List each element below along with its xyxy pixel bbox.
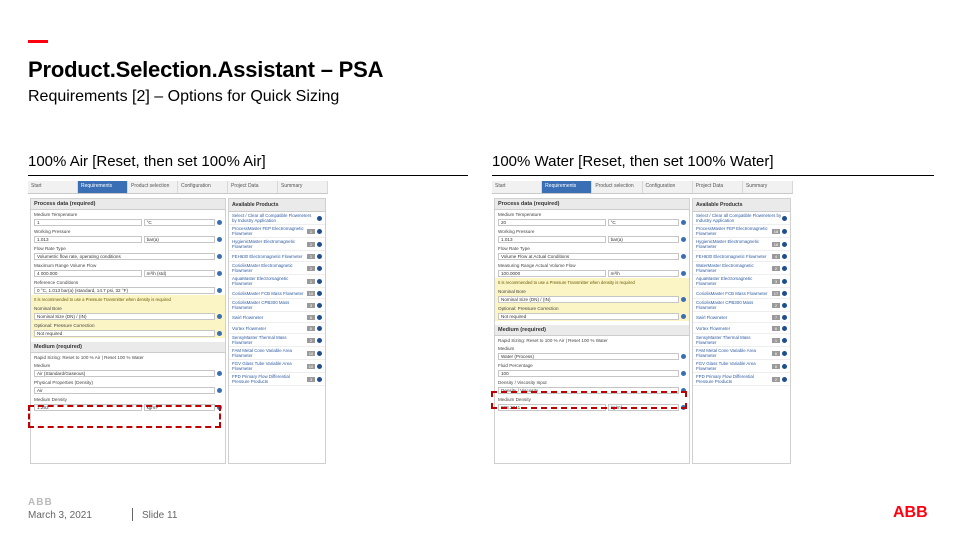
product-item[interactable] [693, 299, 790, 312]
info-icon[interactable] [217, 371, 222, 376]
field-label: Reference Conditions [34, 280, 79, 285]
info-icon[interactable] [217, 314, 222, 319]
tab-summary[interactable]: Summary [278, 181, 328, 193]
field-label: Working Pressure [34, 229, 71, 234]
product-item[interactable] [693, 225, 790, 238]
field-label: Physical Properties (Density) [34, 380, 93, 385]
form-field [495, 210, 689, 227]
info-icon[interactable] [681, 237, 686, 242]
abb-logo-text: ABB [893, 504, 928, 519]
field-row [495, 352, 689, 361]
info-icon[interactable] [681, 371, 686, 376]
pressure-note-block [31, 295, 225, 338]
abb-logo-icon [893, 503, 935, 519]
info-icon[interactable] [782, 364, 787, 369]
tab-product-selection[interactable]: Product selection [128, 181, 178, 193]
info-icon[interactable] [217, 220, 222, 225]
info-icon[interactable] [317, 229, 322, 234]
field-label: Nominal Bore [498, 289, 526, 294]
pressure-note: It is recommended to use a Pressure Transmitter when density is required [498, 280, 635, 285]
product-name[interactable]: Swirl Flowmeter [696, 314, 728, 320]
field-row [495, 312, 689, 321]
product-count-badge: 6 [772, 364, 780, 369]
product-name[interactable]: CoriolisMaster FCB Mass Flowmeter [696, 290, 768, 296]
product-item[interactable] [229, 312, 325, 323]
unit-select[interactable]: kg/m³ [608, 404, 679, 411]
product-name[interactable]: AquaMaster Electromagnetic Flowmeter [696, 276, 753, 286]
info-icon[interactable] [681, 354, 686, 359]
field-row [495, 369, 689, 378]
product-name[interactable]: FGV Glass Tube Variable Area Flowmeter [232, 361, 292, 371]
product-name[interactable]: Vortex Flowmeter [232, 325, 267, 331]
column-rule-air [28, 175, 468, 176]
available-products-title: Available Products [693, 199, 790, 212]
product-count-badge: 2 [307, 338, 315, 343]
info-icon[interactable] [217, 288, 222, 293]
product-count-badge: 1 [307, 266, 315, 271]
product-name[interactable]: CoriolisMaster Electromagnetic Flowmeter [232, 263, 293, 273]
field-row [495, 269, 689, 278]
info-icon[interactable] [317, 315, 322, 320]
field-label: Medium Density [498, 397, 531, 402]
tab-project-data[interactable]: Project Data [693, 181, 743, 193]
info-icon[interactable] [317, 326, 322, 331]
field-label: Fluid Percentage [498, 363, 533, 368]
pressure-correction-select[interactable]: Not required [498, 313, 679, 320]
available-products-pane [228, 198, 326, 464]
field-input[interactable]: 1 [34, 219, 142, 226]
product-name[interactable]: HygienicMaster Electromagnetic Flowmeter [696, 239, 759, 249]
column-rule-water [492, 175, 934, 176]
info-icon[interactable] [217, 388, 222, 393]
product-item[interactable] [229, 334, 325, 347]
product-count-badge: 10 [308, 363, 314, 369]
product-count-badge: 2 [772, 266, 780, 271]
medium-select[interactable]: Air (Standard/Gaseous) [34, 370, 215, 377]
product-item[interactable] [229, 299, 325, 312]
info-icon[interactable] [317, 303, 322, 308]
field-input[interactable]: Volumetric flow rate, operating conditions [34, 253, 215, 260]
product-item[interactable] [693, 288, 790, 299]
product-count-badge: 1 [307, 229, 315, 234]
product-name[interactable]: ProcessMaster FEP Electromagnetic Flowmeter [696, 226, 768, 236]
product-name[interactable]: FPD Primary Flow Differential Pressure Products [696, 374, 754, 384]
available-products-title: Available Products [229, 199, 325, 212]
product-item[interactable] [229, 373, 325, 386]
field-row [31, 369, 225, 378]
product-count-badge: 6 [772, 351, 780, 356]
info-icon[interactable] [681, 271, 686, 276]
product-name[interactable]: FAM Metal Cone Variable Area Flowmeter [232, 348, 292, 358]
product-item[interactable] [693, 334, 790, 347]
unit-select[interactable]: °C [144, 219, 215, 226]
info-icon[interactable] [317, 291, 322, 296]
form-field [495, 244, 689, 261]
form-field [31, 210, 225, 227]
tab-requirements[interactable]: Requirements [78, 181, 128, 193]
product-name[interactable]: CoriolisMaster FCB Mass Flowmeter [232, 290, 304, 296]
tab-product-selection[interactable]: Product selection [592, 181, 642, 193]
product-name[interactable]: Select / Clear all Compatible Flowmeters by Industry Application [232, 213, 312, 223]
product-item[interactable] [693, 360, 790, 373]
product-count-badge: 3 [307, 303, 315, 308]
field-input[interactable]: 4 000.000 [34, 270, 142, 277]
product-item[interactable] [229, 262, 325, 275]
field-label: Nominal Bore [34, 306, 62, 311]
product-count-badge: 6 [772, 326, 780, 331]
nominal-bore-select[interactable]: Nominal Size (DN) / (IN) [498, 296, 679, 303]
info-icon[interactable] [782, 291, 787, 296]
product-name[interactable]: HygienicMaster Electromagnetic Flowmeter [232, 239, 295, 249]
product-item[interactable] [229, 212, 325, 225]
form-field [495, 227, 689, 244]
unit-select[interactable]: kg/m³ [144, 404, 215, 411]
product-count-badge: 1 [772, 338, 780, 343]
field-row [31, 286, 225, 295]
product-count-badge: 10 [308, 350, 314, 356]
product-item[interactable] [693, 251, 790, 262]
field-label: Medium Density [34, 397, 67, 402]
product-name[interactable]: SensyMaster Thermal Mass Flowmeter [696, 335, 751, 345]
field-label: Measuring Range Actual Volume Flow [498, 263, 576, 268]
requirements-pane [494, 198, 690, 464]
field-row [495, 295, 689, 304]
product-name[interactable]: Swirl Flowmeter [232, 314, 264, 320]
field-label: Medium Temperature [498, 212, 542, 217]
product-item[interactable] [229, 347, 325, 360]
slide-subtitle: Requirements [2] – Options for Quick Sizing [28, 88, 340, 105]
field-input[interactable]: Density / Viscosity [498, 387, 679, 394]
medium-select[interactable]: Water (Process) [498, 353, 679, 360]
product-name[interactable]: SensyMaster Thermal Mass Flowmeter [232, 335, 287, 345]
column-heading-air: 100% Air [Reset, then set 100% Air] [28, 153, 266, 170]
field-row [495, 218, 689, 227]
product-name[interactable]: Vortex Flowmeter [696, 325, 731, 331]
screenshot-water [492, 181, 793, 466]
form-field [31, 244, 225, 261]
field-row [495, 252, 689, 261]
tab-configuration[interactable]: Configuration [178, 181, 228, 193]
unit-select[interactable]: bar(a) [608, 236, 679, 243]
info-icon[interactable] [782, 279, 787, 284]
footer-date: March 3, 2021 [28, 510, 92, 521]
field-input[interactable]: 1.013 [498, 236, 606, 243]
product-count-badge: 17 [773, 290, 779, 296]
info-icon[interactable] [681, 314, 686, 319]
field-input[interactable]: 20 [498, 219, 606, 226]
accent-bar [28, 40, 48, 43]
product-name[interactable]: FPD Primary Flow Differential Pressure Products [232, 374, 290, 384]
product-count-badge: 1 [307, 242, 315, 247]
product-count-badge: 10 [308, 290, 314, 296]
unit-select[interactable]: °C [608, 219, 679, 226]
tab-summary[interactable]: Summary [743, 181, 793, 193]
product-item[interactable] [693, 312, 790, 323]
product-count-badge: 18 [773, 228, 779, 234]
info-icon[interactable] [681, 254, 686, 259]
pressure-correction-select[interactable]: Not required [34, 330, 215, 337]
product-count-badge: 18 [773, 241, 779, 247]
product-name[interactable]: WaterMaster Electromagnetic Flowmeter [696, 263, 754, 273]
product-item[interactable] [229, 238, 325, 251]
field-label: Density / Viscosity Input [498, 380, 547, 385]
info-icon[interactable] [217, 254, 222, 259]
product-count-badge: 3 [772, 279, 780, 284]
pressure-note-block [495, 278, 689, 321]
info-icon[interactable] [317, 351, 322, 356]
product-item[interactable] [693, 238, 790, 251]
product-count-badge: 2 [772, 303, 780, 308]
product-item[interactable] [693, 212, 790, 225]
rapid-sizing-links[interactable]: Rapid Sizing: Reset to 100 % Air | Reset 100 % Water [498, 338, 608, 343]
process-data-header: Process data (required) [31, 199, 225, 210]
medium-highlight-air [28, 405, 221, 428]
product-name[interactable]: FEH630 Electromagnetic Flowmeter [696, 253, 767, 259]
field-row [31, 329, 225, 338]
field-label: Flow Rate Type [498, 246, 530, 251]
field-label: Medium [498, 346, 515, 351]
info-icon[interactable] [317, 377, 322, 382]
field-row [495, 235, 689, 244]
unit-select[interactable]: bar(a) [144, 236, 215, 243]
product-item[interactable] [693, 347, 790, 360]
tab-configuration[interactable]: Configuration [643, 181, 693, 193]
field-label: Maximum Range Volume Flow [34, 263, 97, 268]
slide-title: Product.Selection.Assistant – PSA [28, 57, 384, 82]
field-row [31, 252, 225, 261]
medium-highlight-water [491, 391, 687, 409]
field-input[interactable]: 1.293 [34, 404, 142, 411]
field-label: Optional: Pressure Correction [498, 306, 559, 311]
product-count-badge: 2 [772, 377, 780, 382]
product-name[interactable]: ProcessMaster FEP Electromagnetic Flowmeter [232, 226, 304, 236]
field-input[interactable]: 1.013 [34, 236, 142, 243]
field-label: Medium Temperature [34, 212, 78, 217]
info-icon[interactable] [317, 338, 322, 343]
info-icon[interactable] [317, 266, 322, 271]
tab-project-data[interactable]: Project Data [228, 181, 278, 193]
pressure-note: It is recommended to use a Pressure Transmitter when density is required [34, 297, 171, 302]
tab-start[interactable]: Start [28, 181, 78, 193]
field-row [31, 218, 225, 227]
product-item[interactable] [693, 373, 790, 386]
form-field [31, 261, 225, 278]
field-input[interactable]: 998.2041 [498, 404, 606, 411]
product-item[interactable] [229, 288, 325, 299]
info-icon[interactable] [782, 266, 787, 271]
info-icon[interactable] [782, 216, 787, 221]
info-icon[interactable] [782, 303, 787, 308]
field-row [31, 312, 225, 321]
product-name[interactable]: Select / Clear all Compatible Flowmeters by Industry Application [696, 213, 782, 223]
field-input[interactable]: Volume Flow at Actual Conditions [498, 253, 679, 260]
product-item[interactable] [693, 323, 790, 334]
field-row [31, 269, 225, 278]
product-item[interactable] [229, 251, 325, 262]
info-icon[interactable] [782, 254, 787, 259]
footer-separator [132, 508, 133, 521]
field-label: Medium [34, 363, 51, 368]
field-input[interactable]: 0 °C, 1.013 bar(a) (standard, 14.7 psi, 32 °F) [34, 287, 215, 294]
field-input[interactable]: Air [34, 387, 215, 394]
info-icon[interactable] [317, 364, 322, 369]
product-count-badge: 6 [307, 326, 315, 331]
footer-slide-number: Slide 11 [142, 510, 178, 521]
product-count-badge: 3 [307, 377, 315, 382]
info-icon[interactable] [317, 279, 322, 284]
info-icon[interactable] [782, 242, 787, 247]
product-item[interactable] [229, 323, 325, 334]
product-count-badge: 1 [307, 254, 315, 259]
tab-requirements[interactable]: Requirements [542, 181, 592, 193]
unit-select[interactable]: m³/h [608, 270, 679, 277]
info-icon[interactable] [681, 297, 686, 302]
process-data-header: Process data (required) [495, 199, 689, 210]
product-name[interactable]: AquaMaster Electromagnetic Flowmeter [232, 276, 289, 286]
product-count-badge: 6 [307, 315, 315, 320]
product-count-badge: 1 [307, 279, 315, 284]
field-label: Optional: Pressure Correction [34, 323, 95, 328]
nominal-bore-select[interactable]: Nominal Size (DN) / (IN) [34, 313, 215, 320]
field-row [31, 235, 225, 244]
info-icon[interactable] [217, 271, 222, 276]
product-item[interactable] [229, 275, 325, 288]
info-icon[interactable] [681, 220, 686, 225]
info-icon[interactable] [782, 229, 787, 234]
product-item[interactable] [693, 275, 790, 288]
field-label: Working Pressure [498, 229, 535, 234]
form-field [495, 261, 689, 278]
info-icon[interactable] [317, 216, 322, 221]
tab-bar [492, 181, 793, 194]
unit-select[interactable]: m³/h (std) [144, 270, 215, 277]
product-name[interactable]: FGV Glass Tube Variable Area Flowmeter [696, 361, 756, 371]
product-name[interactable]: FEH630 Electromagnetic Flowmeter [232, 253, 303, 259]
product-count-badge: 4 [772, 254, 780, 259]
form-field [31, 378, 225, 395]
product-item[interactable] [693, 262, 790, 275]
field-input[interactable]: 100 [498, 370, 679, 377]
info-icon[interactable] [782, 377, 787, 382]
info-icon[interactable] [782, 315, 787, 320]
product-name[interactable]: FAM Metal Cone Variable Area Flowmeter [696, 348, 756, 358]
footer-logo: ABB [28, 497, 53, 508]
product-item[interactable] [229, 225, 325, 238]
field-input[interactable]: 100.0000 [498, 270, 606, 277]
medium-header: Medium (required) [495, 325, 689, 336]
info-icon[interactable] [317, 242, 322, 247]
product-name[interactable]: CoriolisMaster CPB300 Mass Flowmeter [696, 300, 754, 310]
tab-start[interactable]: Start [492, 181, 542, 193]
rapid-sizing-links[interactable]: Rapid Sizing: Reset to 100 % Air | Reset 100 % Water [34, 355, 144, 360]
info-icon[interactable] [217, 331, 222, 336]
field-label: Flow Rate Type [34, 246, 66, 251]
field-row [31, 386, 225, 395]
info-icon[interactable] [782, 326, 787, 331]
product-item[interactable] [229, 360, 325, 373]
product-name[interactable]: CoriolisMaster CPB300 Mass Flowmeter [232, 300, 290, 310]
info-icon[interactable] [317, 254, 322, 259]
info-icon[interactable] [782, 338, 787, 343]
tab-bar [28, 181, 328, 194]
column-heading-water: 100% Water [Reset, then set 100% Water] [492, 153, 774, 170]
info-icon[interactable] [217, 237, 222, 242]
product-count-badge: 7 [772, 315, 780, 320]
info-icon[interactable] [782, 351, 787, 356]
form-field [31, 227, 225, 244]
medium-header: Medium (required) [31, 342, 225, 353]
form-field [495, 361, 689, 378]
available-products-pane [692, 198, 791, 464]
form-field [31, 278, 225, 295]
